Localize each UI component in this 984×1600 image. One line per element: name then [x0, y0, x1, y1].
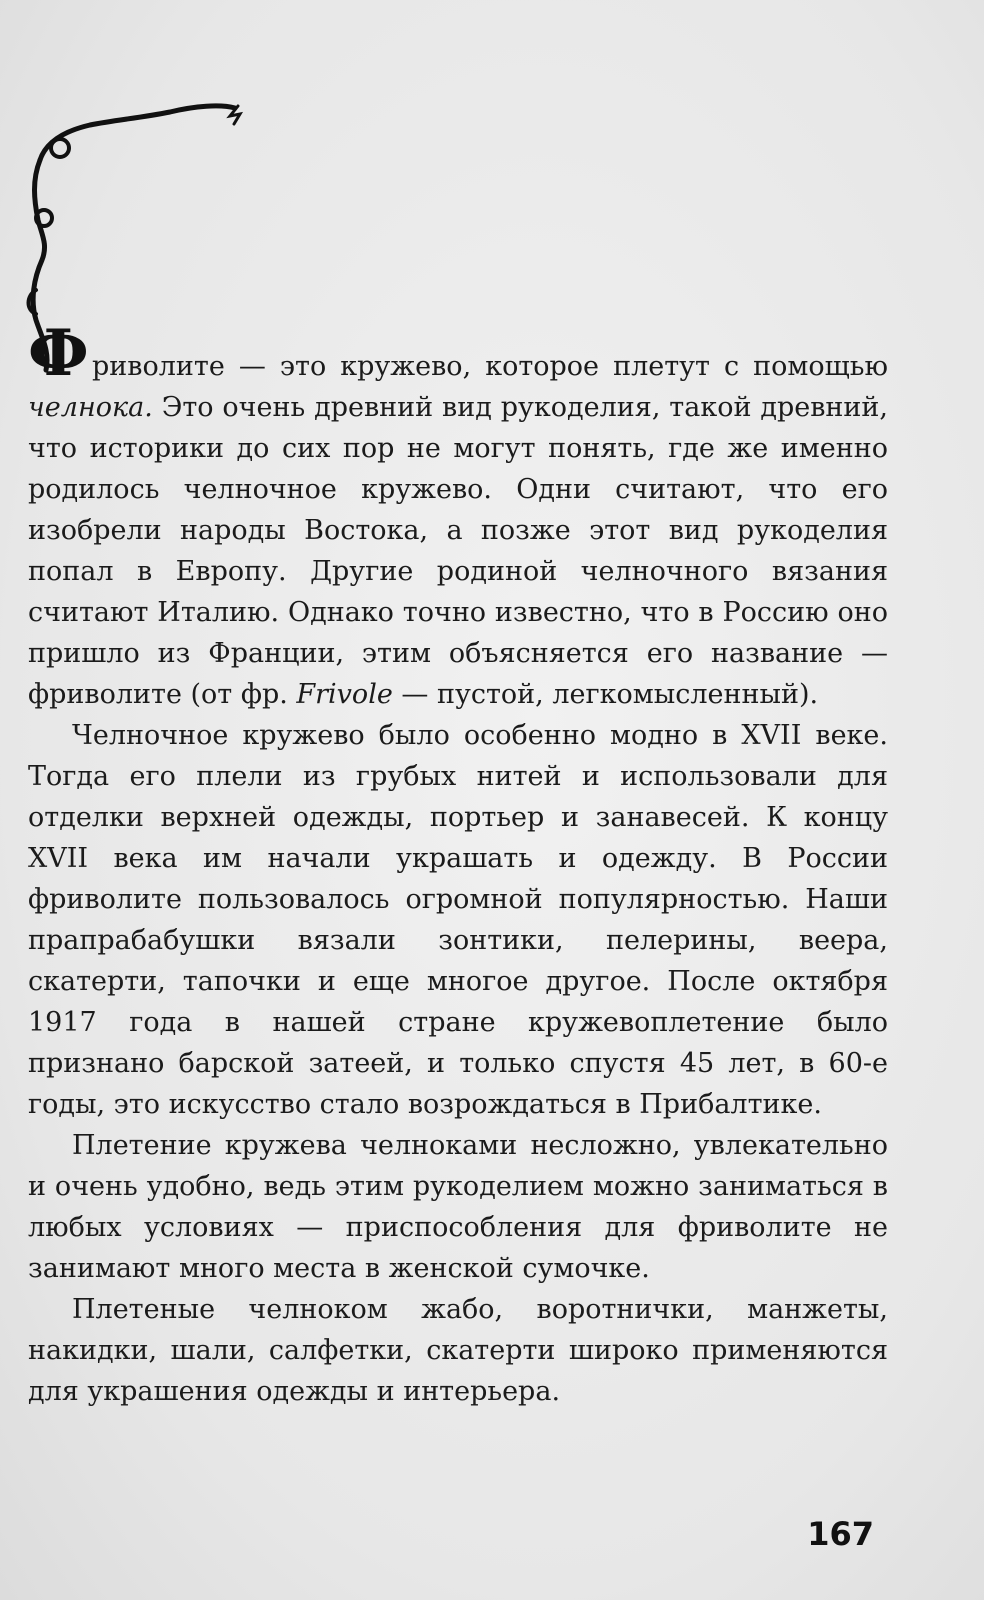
paragraph-2: Челночное кружево было особенно модно в XVII веке. Тогда его плели из грубых нитей и использовали для отделки верхней одежды, портьер и занавесей. К концу XVII века им начали украшать и одежду. В России фриволите пользовалось огромной популярностью. Наши прапрабабушки вязали зонтики, пелерины, веера, скатерти, тапочки и еще многое другое. После октября 1917 года в нашей стране кружевоплетение было признано барской затеей, и только спустя 45 лет, в 60-е годы, это искусство стало возрождаться в Прибалтике.	[28, 720, 888, 1120]
main-text	[28, 346, 888, 1412]
paragraph-4: Плетеные челноком жабо, воротнички, манжеты, накидки, шали, салфетки, скатерти широко применяются для украшения одежды и интерьера.	[28, 1294, 888, 1407]
emphasis-chelnoka: челнока.	[28, 392, 153, 423]
page-number: 167	[807, 1515, 874, 1553]
paragraph-1	[28, 346, 888, 715]
paragraph-1-part-b: Это очень древний вид рукоделия, такой древний, что историки до сих пор не могут понять, где же именно родилось челночное кружево. Одни считают, что его изобрели народы Востока, а позже этот вид рукоделия попал в Европу. Другие родиной челночного вязания считают Италию. Однако точно известно, что в Россию оно пришло из Франции, этим объясняется его название — фриволите (от фр.	[28, 392, 888, 710]
emphasis-frivole: Frivole	[296, 679, 393, 710]
paragraph-1-part-c: — пустой, легкомысленный).	[392, 679, 819, 710]
drop-cap-letter: Ф	[28, 316, 89, 391]
paragraph-1-part-a: риволите — это кружево, которое плетут с помощью	[92, 351, 888, 382]
paragraph-3: Плетение кружева челноками несложно, увлекательно и очень удобно, ведь этим рукоделием можно заниматься в любых условиях — приспособления для фриволите не занимают много места в женской сумочке.	[28, 1130, 888, 1284]
